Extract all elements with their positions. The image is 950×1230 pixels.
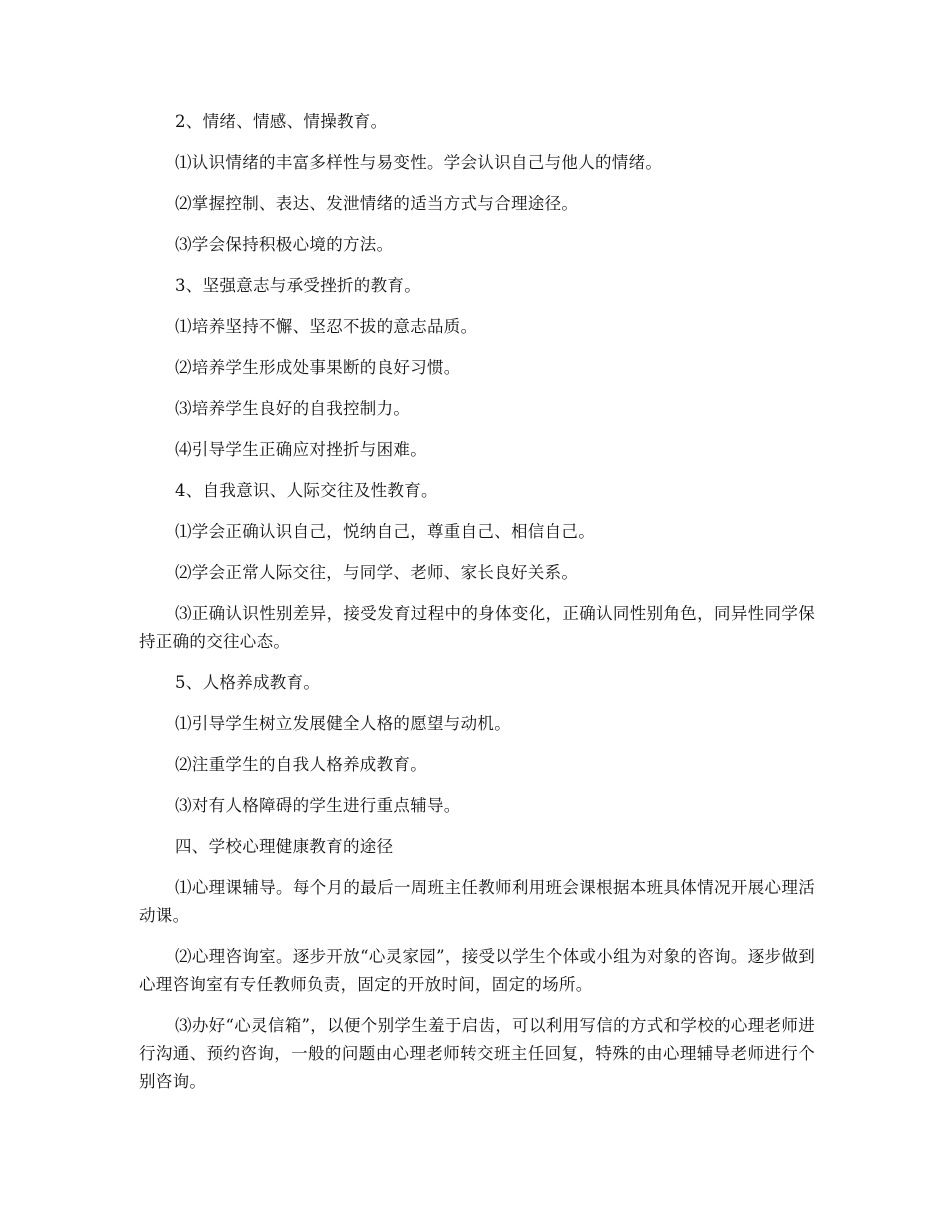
list-item: ⑶培养学生良好的自我控制力。 <box>175 399 411 418</box>
list-item: ⑵掌握控制、表达、发泄情绪的适当方式与合理途径。 <box>175 194 579 213</box>
list-item: ⑴学会正确认识自己，悦纳自己，尊重自己、相信自己。 <box>175 522 595 541</box>
section-heading: 5、人格养成教育。 <box>175 673 321 692</box>
list-item: ⑶办好“心灵信箱”，以便个别学生羞于启齿，可以利用写信的方式和学校的心理老师进行沟通、预约咨询，一般的问题由心理老师转交班主任回复，特殊的由心理辅导老师进行个别咨询。 <box>139 1016 815 1091</box>
list-item: ⑶正确认识性别差异，接受发育过程中的身体变化，正确认同性别角色，同异性同学保持正确的交往心态。 <box>139 604 815 651</box>
list-item: ⑵培养学生形成处事果断的良好习惯。 <box>175 358 461 377</box>
list-item: ⑵学会正常人际交往，与同学、老师、家长良好关系。 <box>175 563 579 582</box>
list-item: ⑴认识情绪的丰富多样性与易变性。学会认识自己与他人的情绪。 <box>175 153 663 172</box>
list-item: ⑴心理课辅导。每个月的最后一周班主任教师利用班会课根据本班具体情况开展心理活动课。 <box>139 878 815 925</box>
section-heading: 2、情绪、情感、情操教育。 <box>175 112 388 131</box>
list-item: ⑴培养坚持不懈、坚忍不拔的意志品质。 <box>175 317 478 336</box>
list-item: ⑷引导学生正确应对挫折与困难。 <box>175 440 427 459</box>
list-item: ⑴引导学生树立发展健全人格的愿望与动机。 <box>175 714 511 733</box>
section-heading: 4、自我意识、人际交往及性教育。 <box>175 481 438 500</box>
document-body <box>139 108 815 1109</box>
list-item: ⑵注重学生的自我人格养成教育。 <box>175 755 427 774</box>
list-item: ⑶学会保持积极心境的方法。 <box>175 235 394 254</box>
section-heading: 四、学校心理健康教育的途径 <box>175 837 394 856</box>
section-heading: 3、坚强意志与承受挫折的教育。 <box>175 276 421 295</box>
list-item: ⑶对有人格障碍的学生进行重点辅导。 <box>175 796 461 815</box>
list-item: ⑵心理咨询室。逐步开放“心灵家园”，接受以学生个体或小组为对象的咨询。逐步做到心理咨询室有专任教师负责，固定的开放时间，固定的场所。 <box>139 947 815 994</box>
